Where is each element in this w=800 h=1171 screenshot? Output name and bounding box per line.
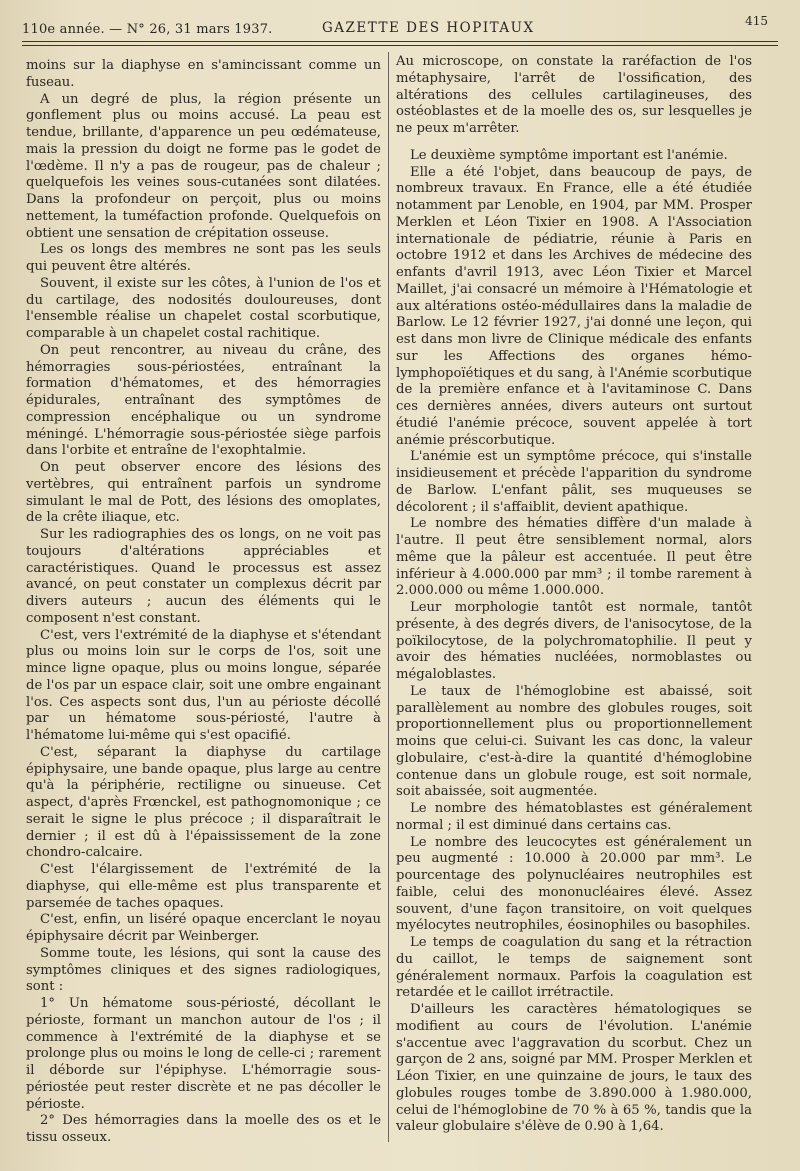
page-number: 415: [745, 14, 768, 28]
paragraph: C'est, vers l'extrémité de la diaphyse et s'étendant plus ou moins loin sur le corps de l'os, soit une mince ligne opaque, plus ou moins longue, séparée de l'os par un espace clair, soit une ombre engainant l'os. Ces aspects sont dus, l'un au périoste décollé par un hématome sous-périosté, l'autre à l'hématome lui-même qui s'est opacifié.: [26, 627, 381, 743]
paragraph: L'anémie est un symptôme précoce, qui s'installe insidieusement et précède l'apparition du syndrome de Barlow. L'enfant pâlit, ses muqueuses se décolorent ; il s'affaiblit, devient apathique.: [396, 449, 752, 515]
left-column: [26, 58, 381, 1147]
paragraph: C'est, enfin, un liséré opaque encerclant le noyau épiphysaire décrit par Weinberger.: [26, 912, 381, 944]
paragraph: Le nombre des hématies diffère d'un malade à l'autre. Il peut être sensiblement normal, alors même que la pâleur est accentuée. Il peut être inférieur à 4.000.000 par mm³ ; il tombe rarement à 2.000.000 ou même 1.000.000.: [396, 516, 752, 599]
paragraph: C'est l'élargissement de l'extrémité de la diaphyse, qui elle-même est plus transparente et parsemée de taches opaques.: [26, 862, 381, 911]
paragraph: Le deuxième symptôme important est l'anémie.: [410, 147, 728, 163]
paragraph: moins sur la diaphyse en s'amincissant comme un fuseau.: [26, 58, 381, 90]
paragraph: C'est, séparant la diaphyse du cartilage épiphysaire, une bande opaque, plus large au centre qu'à la périphérie, rectiligne ou sinueuse. Cet aspect, d'après Frœnckel, est pathognomonique ; ce serait le signe le plus précoce ; il disparaîtrait le dernier ; il est dû à l'épaississement de la zone chondro-calcaire.: [26, 744, 381, 861]
paragraph: Elle a été l'objet, dans beaucoup de pays, de nombreux travaux. En France, elle a été étudiée notamment par Lenoble, en 1904, par MM. Prosper Merklen et Léon Tixier en 1908. A l'Association internationale de pédiatrie, réunie à Paris en octobre 1912 et dans les Archives de médecine des enfants d'avril 1913, avec Léon Tixier et Marcel Maillet, j'ai consacré un mémoire à l'Hématologie et aux altérations ostéo-médullaires dans la maladie de Barlow. Le 12 février 1927, j'ai donné une leçon, qui est dans mon livre de Clinique médicale des enfants sur les Affections des organes hémo-lymphopoïétiques et du sang, à l'Anémie scorbutique de la première enfance et à l'avitaminose C. Dans ces dernières années, divers auteurs ont surtout étudié l'anémie précoce, souvent appelée à tort anémie préscorbutique.: [396, 164, 752, 448]
journal-title: GAZETTE DES HOPITAUX: [322, 20, 535, 36]
paragraph: Sur les radiographies des os longs, on ne voit pas toujours d'altérations appréciables et caractéristiques. Quand le processus est assez avancé, on peut constater un complexus décrit par divers auteurs ; aucun des éléments qui le composent n'est constant.: [26, 527, 381, 626]
paragraph: Au microscope, on constate la raréfaction de l'os métaphysaire, l'arrêt de l'ossification, des altérations des cellules cartilagineuses, des ostéoblastes et de la moelle des os, sur lesquelles je ne peux m'arrêter.: [396, 54, 752, 136]
paragraph: D'ailleurs les caractères hématologiques se modifient au cours de l'évolution. L'anémie s'accentue avec l'aggravation du scorbut. Chez un garçon de 2 ans, soigné par MM. Prosper Merklen et Léon Tixier, en une quinzaine de jours, le taux des globules rouges tombe de 3.890.000 à 1.980.000, celui de l'hémoglobine de 70 % à 65 %, tandis que la valeur globulaire s'élève de 0.90 à 1,64.: [396, 1002, 752, 1135]
paragraph: On peut observer encore des lésions des vertèbres, qui entraînent parfois un syndrome simulant le mal de Pott, des lésions des omoplates, de la crête iliaque, etc.: [26, 460, 381, 526]
paragraph: Le temps de coagulation du sang et la rétraction du caillot, le temps de saignement sont généralement normaux. Parfois la coagulation est retardée et le caillot irrétractile.: [396, 935, 752, 1001]
paragraph: On peut rencontrer, au niveau du crâne, des hémorragies sous-périostées, entraînant la formation d'hématomes, et des hémorragies épidurales, entraînant des symptômes de compression encéphalique ou un syndrome méningé. L'hémorragie sous-périostée siège parfois dans l'orbite et entraîne de l'exophtalmie.: [26, 342, 381, 459]
paragraph: Somme toute, les lésions, qui sont la cause des symptômes cliniques et des signes radiologiques, sont :: [26, 945, 381, 995]
paragraph: Souvent, il existe sur les côtes, à l'union de l'os et du cartilage, des nodosités douloureuses, dont l'ensemble réalise un chapelet costal scorbutique, comparable à un chapelet costal rachitique.: [26, 275, 381, 341]
header-rule-second: [22, 45, 778, 46]
paragraph: 2° Des hémorragies dans la moelle des os et le tissu osseux.: [26, 1113, 381, 1145]
header-rule: [22, 41, 778, 42]
paragraph: Le nombre des leucocytes est généralement un peu augmenté : 10.000 à 20.000 par mm³. Le pourcentage des polynucléaires neutrophiles est faible, celui des mononucléaires élevé. Assez souvent, d'une façon transitoire, on voit quelques myélocytes neutrophiles, éosinophiles ou basophiles.: [396, 834, 752, 934]
paragraph: A un degré de plus, la région présente un gonflement plus ou moins accusé. La peau est tendue, brillante, d'apparence un peu œdémateuse, mais la pression du doigt ne forme pas le godet de l'œdème. Il n'y a pas de rougeur, pas de chaleur ; quelquefois les veines sous-cutanées sont dilatées. Dans la profondeur on perçoit, plus ou moins nettement, la tuméfaction profonde. Quelquefois on obtient une sensation de crépitation osseuse.: [26, 91, 381, 241]
paragraph: Le nombre des hématoblastes est généralement normal ; il est diminué dans certains cas.: [396, 801, 752, 833]
paragraph: 1° Un hématome sous-périosté, décollant le périoste, formant un manchon autour de l'os ; il commence à l'extrémité de la diaphyse et se prolonge plus ou moins le long de celle-ci ; rarement il déborde sur l'épiphyse. L'hémorragie sous-périostée peut rester discrète et ne pas décoller le périoste.: [26, 996, 381, 1112]
paragraph: Leur morphologie tantôt est normale, tantôt présente, à des degrés divers, de l'anisocytose, de la poïkilocytose, de la polychromatophilie. Il peut y avoir des hématies nucléées, normoblastes ou mégaloblastes.: [396, 600, 752, 682]
paragraph: Le taux de l'hémoglobine est abaissé, soit parallèlement au nombre des globules rouges, soit proportionnellement plus ou proportionnellement moins que celui-ci. Suivant les cas donc, la valeur globulaire, c'est-à-dire la quantité d'hémoglobine contenue dans un globule rouge, est soit normale, soit abaissée, soit augmentée.: [396, 683, 752, 800]
issue-info: 110e année. — N° 26, 31 mars 1937.: [22, 22, 273, 37]
paragraph: Les os longs des membres ne sont pas les seuls qui peuvent être altérés.: [26, 242, 381, 274]
column-divider: [388, 52, 389, 1142]
page-header: [22, 10, 778, 40]
right-column: [396, 54, 752, 1136]
